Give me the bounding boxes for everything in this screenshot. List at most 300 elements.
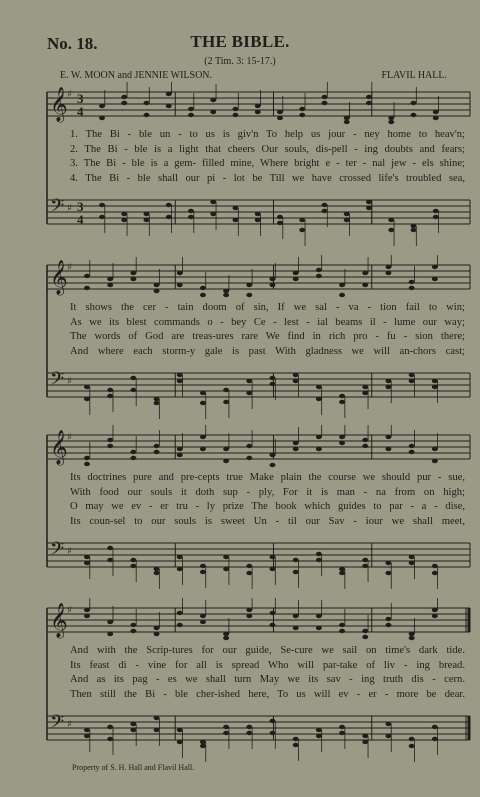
note-head (362, 444, 368, 448)
note-head (322, 101, 328, 105)
note-head (223, 725, 229, 729)
note-head (177, 555, 183, 559)
note-head (154, 444, 160, 448)
sharp-icon: ♯ (67, 262, 72, 273)
note-head (107, 737, 113, 741)
hymn-number: No. 18. (47, 34, 98, 53)
note-head (200, 564, 206, 568)
note-head (293, 277, 299, 281)
bass-staff (47, 196, 470, 246)
note-head (316, 397, 322, 401)
note-head (200, 620, 206, 624)
note-head (188, 209, 194, 213)
note-head (293, 570, 299, 574)
note-head (84, 734, 90, 738)
note-head (107, 388, 113, 392)
scripture-reference: (2 Tim. 3: 15-17.) (204, 56, 276, 67)
note-head (200, 614, 206, 618)
note-head (210, 110, 216, 114)
note-head (154, 401, 160, 405)
note-head (246, 608, 252, 612)
note-head (154, 716, 160, 720)
note-head (339, 731, 345, 735)
note-head (177, 611, 183, 615)
note-head (366, 200, 372, 204)
note-head (411, 224, 417, 228)
note-head (154, 571, 160, 575)
note-head (107, 438, 113, 442)
note-head (322, 209, 328, 213)
note-head (200, 570, 206, 574)
note-head (177, 740, 183, 744)
note-head (362, 558, 368, 562)
note-head (362, 740, 368, 744)
lyric-line: 3. The Bi - ble is a gem- filled mine, Where bright e - ter - nal jew - els shine; (70, 158, 465, 170)
note-head (277, 116, 283, 120)
lyric-line: And with the Scrip-tures for our guide, Se-cure we sail on time's dark tide. (70, 645, 465, 656)
note-head (339, 571, 345, 575)
lyric-line: It shows the cer - tain doom of sin, If we sal - va - tion fail to win; (70, 302, 465, 313)
note-head (223, 388, 229, 392)
note-head (432, 265, 438, 269)
note-head (246, 444, 252, 448)
note-head (432, 571, 438, 575)
note-head (144, 101, 150, 105)
note-head (177, 728, 183, 732)
note-head (385, 447, 391, 451)
note-head (84, 561, 90, 565)
lyric-line: Then still the Bi - ble cher-ished here, To us will ev - er - more be dear. (70, 689, 465, 701)
music-system-1 (0, 82, 480, 252)
note-head (293, 373, 299, 377)
note-head (270, 283, 276, 287)
lyric-line: 1. The Bi - ble un - to us is giv'n To help us jour - ney home to heav'n; (70, 129, 465, 140)
note-head (388, 228, 394, 232)
note-head (362, 635, 368, 639)
note-head (293, 614, 299, 618)
note-head (385, 385, 391, 389)
treble-staff (47, 82, 470, 124)
bass-clef-icon: 𝄢 (50, 369, 65, 394)
note-head (388, 116, 394, 120)
note-head (432, 725, 438, 729)
note-head (433, 209, 439, 213)
note-head (246, 456, 252, 460)
note-head (223, 447, 229, 451)
note-head (299, 107, 305, 111)
note-head (200, 744, 206, 748)
note-head (188, 113, 194, 117)
note-head (270, 376, 276, 380)
lyric-line: Its coun-sel to our souls is sweet Un - til our Sav - iour we shall meet, (70, 516, 465, 528)
hymn-title: THE BIBLE. (190, 32, 290, 51)
note-head (409, 744, 415, 748)
time-signature-top: 3 (77, 91, 84, 106)
note-head (411, 101, 417, 105)
note-head (362, 385, 368, 389)
note-head (223, 459, 229, 463)
note-head (84, 397, 90, 401)
note-head (130, 623, 136, 627)
lyric-line: With food our souls it doth sup - ply, For it is man - na from on high; (70, 486, 465, 498)
note-head (246, 379, 252, 383)
note-head (200, 286, 206, 290)
note-head (409, 286, 415, 290)
note-head (293, 737, 299, 741)
note-head (366, 206, 372, 210)
note-head (84, 462, 90, 466)
lyric-line: O may we ev - er tru - ly prize The book which guides to par - a - dise, (70, 501, 465, 513)
note-head (200, 391, 206, 395)
lyric-line: Its doctrines pure and pre-cepts true Make plain the course we should pur - sue, (70, 472, 465, 483)
note-head (299, 113, 305, 117)
note-head (130, 456, 136, 460)
note-head (277, 215, 283, 219)
note-head (270, 567, 276, 571)
note-head (255, 104, 261, 108)
note-head (409, 737, 415, 741)
verse-lines (70, 128, 465, 187)
note-head (270, 719, 276, 723)
note-head (432, 608, 438, 612)
note-head (344, 120, 350, 124)
note-head (411, 113, 417, 117)
note-head (223, 400, 229, 404)
composer-credit: FLAVIL HALL. (381, 70, 447, 81)
time-signature-bottom: 4 (77, 104, 84, 119)
note-head (223, 731, 229, 735)
music-system-3 (0, 425, 480, 590)
note-head (246, 731, 252, 735)
note-head (432, 385, 438, 389)
note-head (339, 283, 345, 287)
treble-staff (47, 598, 470, 640)
note-head (107, 277, 113, 281)
note-head (316, 558, 322, 562)
note-head (210, 212, 216, 216)
note-head (255, 110, 261, 114)
verse-lines (70, 644, 465, 703)
note-head (200, 293, 206, 297)
treble-clef-icon: 𝄞 (50, 260, 68, 295)
note-head (362, 438, 368, 442)
note-head (99, 215, 105, 219)
note-head (432, 614, 438, 618)
note-head (84, 385, 90, 389)
lyric-line: 4. The Bi - ble shall our pi - lot be Till we have crossed life's troubled sea, (70, 173, 465, 185)
note-head (432, 277, 438, 281)
sharp-icon: ♯ (67, 376, 72, 387)
note-head (362, 271, 368, 275)
note-head (339, 400, 345, 404)
note-head (200, 740, 206, 744)
note-head (154, 728, 160, 732)
note-head (84, 555, 90, 559)
note-head (316, 734, 322, 738)
note-head (154, 626, 160, 630)
note-head (210, 98, 216, 102)
note-head (339, 441, 345, 445)
treble-clef-icon: 𝄞 (50, 603, 68, 638)
note-head (223, 632, 229, 636)
note-head (293, 441, 299, 445)
note-head (255, 218, 261, 222)
sharp-icon: ♯ (67, 203, 72, 214)
bass-staff (47, 369, 470, 419)
copyright-footer: Property of S. H. Hall and Flavil Hall. (72, 763, 195, 772)
note-head (107, 283, 113, 287)
note-head (99, 116, 105, 120)
note-head (84, 728, 90, 732)
note-head (270, 555, 276, 559)
note-head (246, 564, 252, 568)
note-head (223, 567, 229, 571)
note-head (130, 564, 136, 568)
sharp-icon: ♯ (67, 89, 72, 100)
note-head (188, 107, 194, 111)
note-head (316, 614, 322, 618)
note-head (270, 463, 276, 467)
note-head (233, 107, 239, 111)
note-head (293, 271, 299, 275)
note-head (433, 116, 439, 120)
note-head (84, 274, 90, 278)
note-head (433, 110, 439, 114)
lyric-line: 2. The Bi - ble is a light that cheers Our souls, dis-pell - ing doubts and fears; (70, 143, 465, 155)
note-head (366, 95, 372, 99)
note-head (385, 379, 391, 383)
note-head (270, 382, 276, 386)
note-head (177, 379, 183, 383)
note-head (344, 116, 350, 120)
music-system-4 (0, 598, 480, 763)
lyric-line: Its feast di - vine for all is spread Who will par-take of liv - ing bread. (70, 659, 465, 671)
note-head (246, 391, 252, 395)
music-system-2 (0, 255, 480, 420)
note-head (293, 743, 299, 747)
note-head (432, 564, 438, 568)
note-head (270, 731, 276, 735)
note-head (385, 571, 391, 575)
note-head (130, 629, 136, 633)
note-head (130, 728, 136, 732)
note-head (154, 289, 160, 293)
note-head (177, 567, 183, 571)
note-head (166, 92, 172, 96)
hymn-header (0, 0, 480, 90)
note-head (409, 444, 415, 448)
note-head (233, 206, 239, 210)
note-head (121, 212, 127, 216)
note-head (246, 283, 252, 287)
note-head (362, 629, 368, 633)
note-head (362, 391, 368, 395)
note-head (84, 286, 90, 290)
note-head (130, 388, 136, 392)
note-head (270, 277, 276, 281)
note-head (299, 228, 305, 232)
sharp-icon: ♯ (67, 546, 72, 557)
note-head (121, 218, 127, 222)
note-head (246, 571, 252, 575)
sharp-icon: ♯ (67, 605, 72, 616)
note-head (316, 385, 322, 389)
bass-clef-icon: 𝄢 (50, 712, 65, 737)
note-head (316, 728, 322, 732)
verse-lines (70, 471, 465, 530)
note-head (366, 101, 372, 105)
note-head (362, 734, 368, 738)
note-head (144, 113, 150, 117)
note-head (233, 218, 239, 222)
note-head (255, 212, 261, 216)
note-head (177, 283, 183, 287)
note-head (200, 447, 206, 451)
note-head (223, 293, 229, 297)
bass-staff (47, 539, 470, 589)
sharp-icon: ♯ (67, 719, 72, 730)
note-head (409, 379, 415, 383)
note-head (409, 373, 415, 377)
lyric-line: The words of God are treas-ures rare We find in rich pro - fu - sion there; (70, 331, 465, 343)
note-head (177, 447, 183, 451)
note-head (154, 567, 160, 571)
note-head (316, 447, 322, 451)
note-head (339, 435, 345, 439)
note-head (432, 737, 438, 741)
time-signature-bottom: 4 (77, 212, 84, 227)
note-head (322, 95, 328, 99)
note-head (385, 722, 391, 726)
lyric-line: And as its pag - es we shall turn May we its sav - ing truth dis - cern. (70, 674, 465, 686)
note-head (385, 623, 391, 627)
note-head (316, 626, 322, 630)
note-head (299, 218, 305, 222)
note-head (432, 447, 438, 451)
note-head (339, 629, 345, 633)
note-head (316, 552, 322, 556)
note-head (210, 200, 216, 204)
note-head (121, 95, 127, 99)
note-head (107, 632, 113, 636)
note-head (409, 636, 415, 640)
note-head (84, 608, 90, 612)
note-head (409, 450, 415, 454)
note-head (316, 274, 322, 278)
note-head (432, 459, 438, 463)
note-head (388, 120, 394, 124)
treble-staff (47, 425, 470, 467)
note-head (107, 725, 113, 729)
note-head (130, 450, 136, 454)
note-head (385, 435, 391, 439)
note-head (316, 268, 322, 272)
note-head (200, 435, 206, 439)
lyricist-credit: E. W. MOON and JENNIE WILSON. (60, 70, 213, 81)
note-head (409, 280, 415, 284)
note-head (409, 561, 415, 565)
note-head (277, 110, 283, 114)
note-head (385, 617, 391, 621)
note-head (166, 203, 172, 207)
note-head (223, 636, 229, 640)
note-head (246, 725, 252, 729)
note-head (344, 218, 350, 222)
note-head (339, 293, 345, 297)
note-head (188, 215, 194, 219)
note-head (344, 212, 350, 216)
note-head (107, 394, 113, 398)
verse-lines (70, 301, 465, 360)
note-head (270, 453, 276, 457)
note-head (154, 397, 160, 401)
lyric-line: And where each storm-y gale is past With gladness we will an-chors cast; (70, 346, 465, 358)
note-head (293, 379, 299, 383)
sharp-icon: ♯ (67, 432, 72, 443)
note-head (339, 394, 345, 398)
note-head (130, 277, 136, 281)
note-head (385, 265, 391, 269)
note-head (293, 558, 299, 562)
note-head (270, 611, 276, 615)
note-head (385, 734, 391, 738)
note-head (339, 567, 345, 571)
note-head (277, 221, 283, 225)
note-head (166, 104, 172, 108)
note-head (293, 447, 299, 451)
note-head (107, 546, 113, 550)
note-head (270, 623, 276, 627)
note-head (339, 623, 345, 627)
note-head (233, 113, 239, 117)
note-head (385, 271, 391, 275)
treble-clef-icon: 𝄞 (50, 87, 68, 122)
note-head (144, 218, 150, 222)
note-head (246, 614, 252, 618)
note-head (121, 101, 127, 105)
note-head (200, 401, 206, 405)
note-head (432, 379, 438, 383)
treble-staff (47, 255, 470, 297)
note-head (385, 561, 391, 565)
note-head (223, 289, 229, 293)
note-head (99, 203, 105, 207)
note-head (177, 623, 183, 627)
time-signature-top: 3 (77, 199, 84, 214)
note-head (154, 450, 160, 454)
note-head (177, 271, 183, 275)
note-head (130, 376, 136, 380)
note-head (154, 283, 160, 287)
note-head (293, 626, 299, 630)
note-head (166, 215, 172, 219)
bass-clef-icon: 𝄢 (50, 196, 65, 221)
note-head (84, 614, 90, 618)
lyric-line: As we its blest commands o - bey Ce - lest - ial beams il - lume our way; (70, 316, 465, 328)
note-head (339, 725, 345, 729)
bass-staff (47, 712, 470, 762)
note-head (322, 203, 328, 207)
note-head (388, 218, 394, 222)
note-head (99, 104, 105, 108)
note-head (246, 293, 252, 297)
note-head (362, 564, 368, 568)
note-head (130, 558, 136, 562)
note-head (177, 373, 183, 377)
note-head (154, 632, 160, 636)
note-head (411, 228, 417, 232)
note-head (84, 456, 90, 460)
